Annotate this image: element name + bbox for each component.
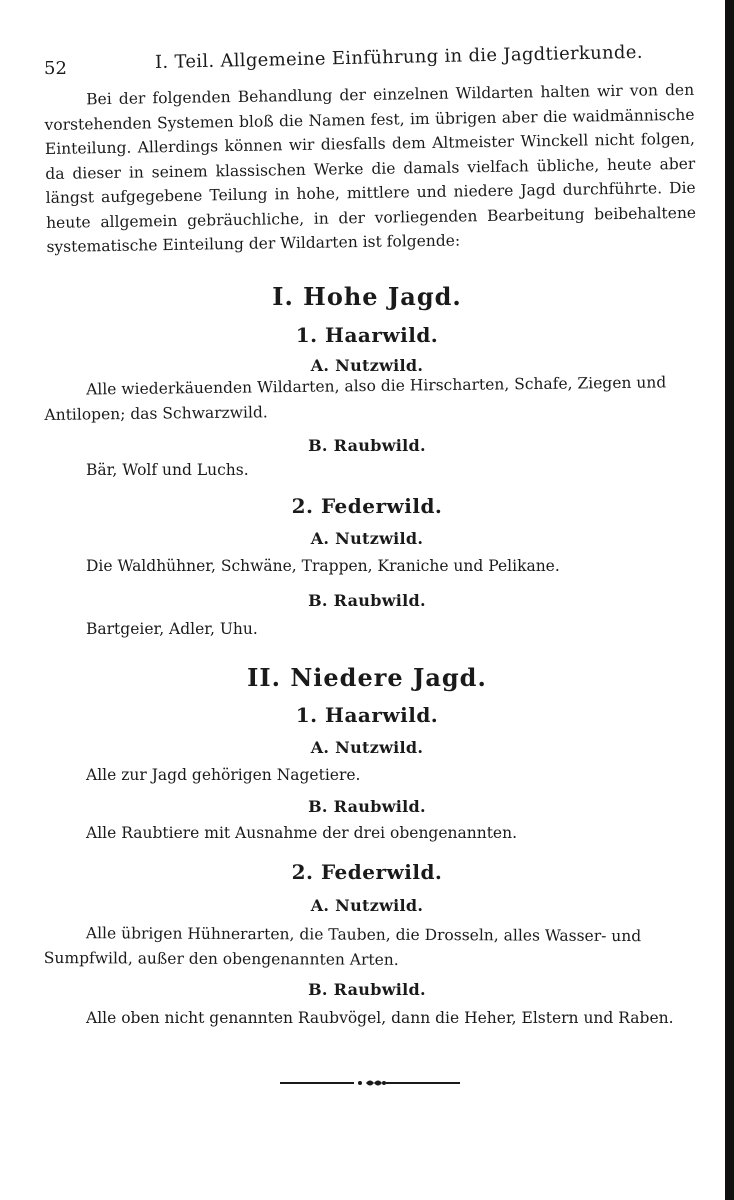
category-text: Alle übrigen Hühnerarten, die Tauben, die Drosseln, alles Wasser- und Sumpfwild, außer den obengenannten Arten. bbox=[43, 924, 642, 969]
category-title-nutzwild: A. Nutzwild. bbox=[310, 896, 424, 915]
category-text: Alle zur Jagd gehörigen Nagetiere. bbox=[86, 766, 361, 784]
section-title-hohe-jagd: I. Hohe Jagd. bbox=[272, 282, 462, 311]
category-text: Bartgeier, Adler, Uhu. bbox=[86, 620, 258, 638]
category-title-raubwild: B. Raubwild. bbox=[308, 980, 426, 999]
subsection-title-federwild: 2. Federwild. bbox=[291, 860, 443, 884]
category-title-nutzwild: A. Nutzwild. bbox=[310, 738, 424, 757]
category-text: Alle oben nicht genannten Raubvögel, dann die Heher, Elstern und Raben. bbox=[86, 1009, 674, 1027]
category-title-raubwild: B. Raubwild. bbox=[308, 797, 426, 816]
subsection-title-federwild: 2. Federwild. bbox=[291, 494, 443, 518]
category-title-raubwild: B. Raubwild. bbox=[308, 591, 426, 610]
running-title: I. Teil. Allgemeine Einführung in die Jagdtierkunde. bbox=[154, 41, 643, 73]
category-text: Bär, Wolf und Luchs. bbox=[86, 461, 249, 479]
category-text: Alle Raubtiere mit Ausnahme der drei obengenannten. bbox=[86, 824, 518, 842]
subsection-title-haarwild: 1. Haarwild. bbox=[295, 703, 439, 727]
subsection-title-haarwild: 1. Haarwild. bbox=[295, 323, 439, 347]
category-title-nutzwild: A. Nutzwild. bbox=[310, 356, 424, 375]
category-title-nutzwild: A. Nutzwild. bbox=[310, 529, 424, 548]
end-ornament-icon bbox=[280, 1075, 460, 1091]
category-text: Alle wiederkäuenden Wildarten, also die Hirscharten, Schafe, Ziegen und Antilopen; das Schwarzwild. bbox=[44, 373, 667, 424]
category-text: Die Waldhühner, Schwäne, Trappen, Kraniche und Pelikane. bbox=[86, 557, 560, 575]
page-number: 52 bbox=[44, 58, 67, 79]
section-title-niedere-jagd: II. Niedere Jagd. bbox=[247, 663, 487, 692]
category-title-raubwild: B. Raubwild. bbox=[308, 436, 426, 455]
intro-paragraph: Bei der folgenden Behandlung der einzelnen Wildarten halten wir von den vorstehenden Systemen bloß die Namen fest, im übrigen aber die waidmännische Einteilung. Allerdings können wir diesfalls dem Altmeister Winckell nicht folgen, da dieser in seinem klassischen Werke die damals vielfach übliche, heute aber längst aufgegebene Teilung in hohe, mittlere und niedere Jagd durchführte. Die heute allgemein gebräuchliche, in der vorliegenden Bearbeitung beibehaltene systematische Einteilung der Wildarten ist folgende: bbox=[44, 80, 697, 256]
running-head bbox=[0, 41, 734, 82]
